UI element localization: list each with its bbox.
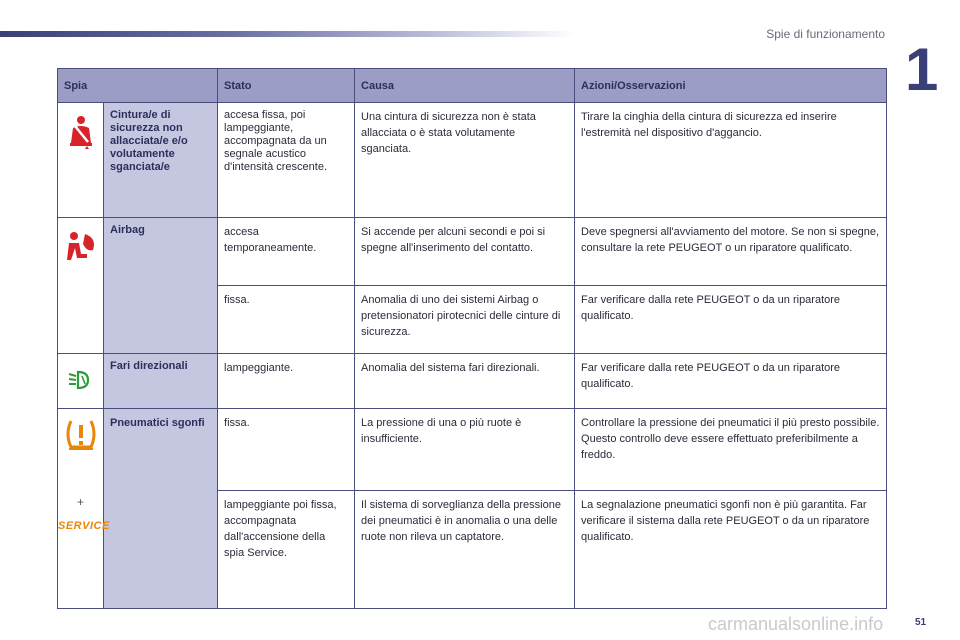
icon-cell (58, 103, 104, 218)
header-rule (0, 31, 575, 37)
azioni-cell: Tirare la cinghia della cintura di sicurezza ed inserire l'estremità nel dispositivo d'aggancio. (575, 103, 887, 218)
table-header-row (58, 69, 887, 103)
label-cell: Fari direzionali (104, 354, 218, 409)
headlamp-icon (66, 370, 96, 395)
table-row (58, 218, 887, 286)
icon-cell (58, 218, 104, 354)
stato-cell: accesa temporaneamente. (218, 218, 355, 286)
watermark: carmanualsonline.info (708, 614, 884, 634)
plus-sign: + (76, 495, 84, 509)
stato-cell: fissa. (218, 409, 355, 491)
label-cell: Cintura/e di sicurezza non allacciata/e e/o volutamente sganciata/e (104, 103, 218, 218)
label-cell: Pneumatici sgonfi (104, 409, 218, 609)
azioni-cell: Far verificare dalla rete PEUGEOT o da un riparatore qualificato. (575, 286, 887, 354)
causa-cell: Il sistema di sorveglianza della pressione dei pneumatici è in anomalia o una delle ruote non rileva un captatore. (355, 491, 575, 609)
icon-cell (58, 409, 110, 609)
airbag-icon (65, 230, 97, 269)
causa-cell: La pressione di una o più ruote è insufficiente. (355, 409, 575, 491)
column-header-azioni: Azioni/Osservazioni (575, 69, 887, 103)
azioni-cell: Far verificare dalla rete PEUGEOT o da un riparatore qualificato. (575, 354, 887, 409)
causa-cell: Anomalia di uno dei sistemi Airbag o pretensionatori pirotecnici delle cinture di sicurezza. (355, 286, 575, 354)
page-number: 51 (915, 617, 927, 628)
label-cell: Airbag (104, 218, 218, 354)
tyre-pressure-icon (64, 417, 98, 456)
stato-cell: fissa. (218, 286, 355, 354)
table-row (58, 409, 887, 491)
azioni-cell: La segnalazione pneumatici sgonfi non è più garantita. Far verificare il sistema dalla rete PEUGEOT o da un riparatore qualificato. (575, 491, 887, 609)
column-header-causa: Causa (355, 69, 575, 103)
column-header-spia: Spia (58, 69, 218, 103)
azioni-cell: Controllare la pressione dei pneumatici il più presto possibile. Questo controllo deve essere effettuato preferibilmente a freddo. (575, 409, 887, 491)
causa-cell: Una cintura di sicurezza non è stata allacciata o è stata volutamente sganciata. (355, 103, 575, 218)
icon-cell (58, 354, 104, 409)
stato-cell: lampeggiante poi fissa, accompagnata dall'accensione della spia Service. (218, 491, 355, 609)
seatbelt-icon (67, 115, 95, 154)
table-row (58, 103, 887, 218)
column-header-stato: Stato (218, 69, 355, 103)
chapter-number: 1 (905, 36, 939, 103)
section-title: Spie di funzionamento (766, 27, 885, 41)
azioni-cell: Deve spegnersi all'avviamento del motore. Se non si spegne, consultare la rete PEUGEOT o un riparatore qualificato. (575, 218, 887, 286)
causa-cell: Si accende per alcuni secondi e poi si spegne all'inserimento del contatto. (355, 218, 575, 286)
table-row (58, 354, 887, 409)
stato-cell: lampeggiante. (218, 354, 355, 409)
service-icon: SERVICE (58, 520, 110, 532)
stato-cell: accesa fissa, poi lampeggiante, accompagnata da un segnale acustico d'intensità crescente. (218, 103, 355, 218)
warning-lights-table (57, 68, 887, 609)
causa-cell: Anomalia del sistema fari direzionali. (355, 354, 575, 409)
